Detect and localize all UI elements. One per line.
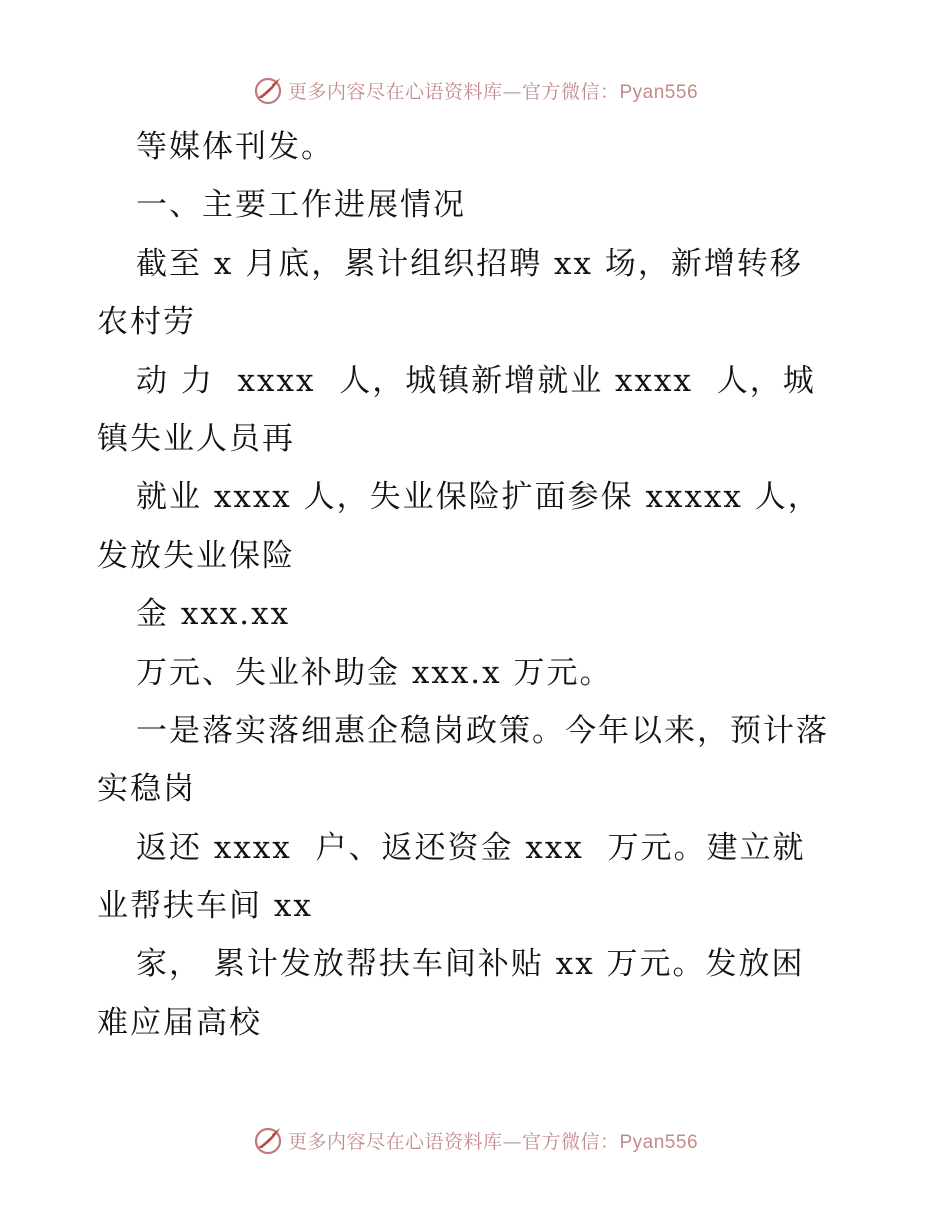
footer-watermark-part2: 官方微信： — [521, 1130, 620, 1153]
body-line: 难应届高校 — [97, 1004, 262, 1041]
footer-watermark-dash: — — [502, 1130, 522, 1153]
header-watermark-banner — [0, 70, 950, 110]
body-line: 万元、失业补助金 xxx.x 万元。 — [136, 654, 613, 691]
body-line: 业帮扶车间 xx — [97, 888, 313, 925]
footer-watermark-banner — [0, 1120, 950, 1160]
header-watermark-dash: — — [502, 80, 522, 103]
footer-watermark-wechat: Pyan556 — [619, 1131, 699, 1153]
body-line: 返还 xxxx 户、返还资金 xxx 万元。建立就 — [136, 829, 806, 866]
footer-watermark-part1: 更多内容尽在心语资料库 — [287, 1130, 503, 1153]
header-watermark-text — [288, 77, 698, 104]
footer-watermark-text — [288, 1127, 698, 1154]
document-body — [97, 118, 857, 1052]
body-line: 金 xxx.xx — [136, 596, 291, 633]
body-line: 一是落实落细惠企稳岗政策。今年以来，预计落 — [136, 712, 829, 749]
section-heading: 一、主要工作进展情况 — [136, 187, 466, 224]
quill-logo-icon — [252, 1124, 284, 1156]
body-line: 截至 x 月底，累计组织招聘 xx 场，新增转移 — [136, 245, 803, 282]
body-line: 镇失业人员再 — [97, 420, 295, 457]
body-line: 发放失业保险 — [97, 537, 295, 574]
body-line: 实稳岗 — [97, 771, 196, 808]
body-line: 农村劳 — [97, 304, 196, 341]
header-watermark-part2: 官方微信： — [521, 80, 620, 103]
header-watermark-wechat: Pyan556 — [619, 81, 699, 103]
body-line: 等媒体刊发。 — [136, 129, 334, 165]
quill-logo-icon — [252, 74, 284, 106]
header-watermark-part1: 更多内容尽在心语资料库 — [287, 80, 503, 103]
body-line: 动 力 xxxx 人，城镇新增就业 xxxx 人，城 — [136, 362, 816, 399]
body-line: 家， 累计发放帮扶车间补贴 xx 万元。发放困 — [136, 946, 805, 983]
body-line: 就业 xxxx 人，失业保险扩面参保 xxxxx 人， — [136, 479, 821, 516]
